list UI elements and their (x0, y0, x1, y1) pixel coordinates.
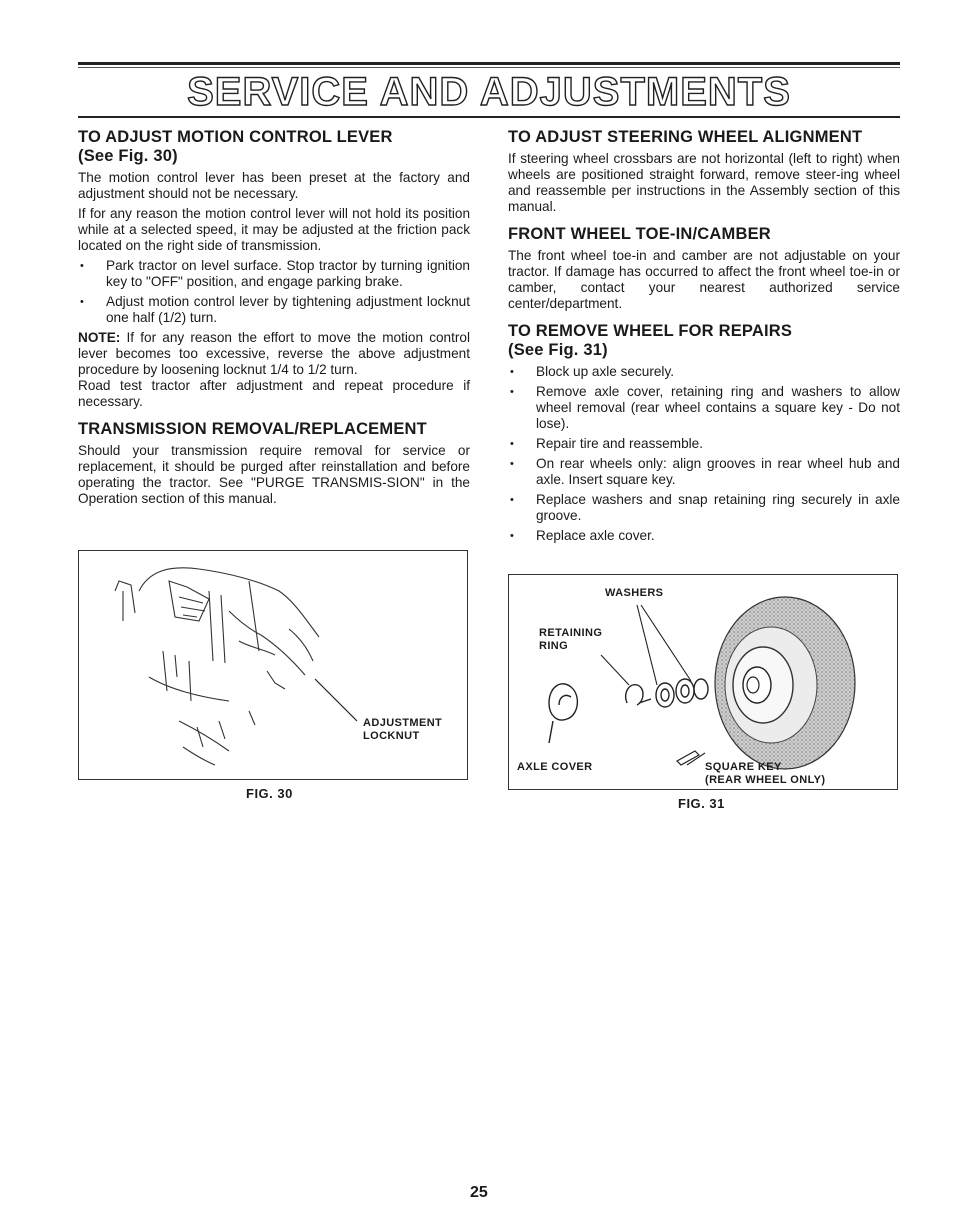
toein-heading: FRONT WHEEL TOE-IN/CAMBER (508, 225, 771, 243)
transmission-sketch (79, 551, 467, 779)
bullet-icon: • (510, 458, 514, 470)
page-title: SERVICE AND ADJUSTMENTS (187, 70, 791, 114)
bullet-icon: • (510, 386, 514, 398)
leader-line (315, 679, 357, 721)
toein-paragraph: The front wheel toe-in and camber are not adjustable on your tractor. If damage has occurred to affect the front wheel toe-in or camber, contact your nearest authorized service center/department. (508, 248, 900, 311)
remove-heading: TO REMOVE WHEEL FOR REPAIRS (508, 322, 793, 340)
page-number: 25 (470, 1184, 488, 1201)
figure-30 (78, 550, 468, 780)
list-item (508, 528, 900, 544)
axle-cover-label: AXLE COVER (517, 761, 593, 773)
retaining-ring-label (539, 627, 602, 653)
bullet-icon: • (510, 366, 514, 378)
steering-heading: TO ADJUST STEERING WHEEL ALIGNMENT (508, 128, 863, 146)
motion-note (78, 330, 470, 378)
label-line-1: RETAINING (539, 627, 603, 639)
tire-icon (715, 597, 855, 769)
wheel-diagram (509, 575, 897, 789)
bullet-icon: • (80, 260, 84, 272)
list-item-text: Remove axle cover, retaining ring and washers to allow wheel removal (rear wheel contains a square key - Do not lose). (536, 384, 900, 431)
list-item-text: Repair tire and reassemble. (536, 436, 703, 451)
remove-subheading: (See Fig. 31) (508, 341, 608, 359)
label-line-2: RING (539, 640, 569, 652)
motion-paragraph-1: The motion control lever has been preset at the factory and adjustment should not be necessary. (78, 170, 470, 201)
header-rule-top (78, 62, 900, 65)
list-item (508, 364, 900, 380)
list-item-text: Block up axle securely. (536, 364, 675, 379)
list-item-text: Adjust motion control lever by tightening adjustment locknut one half (1/2) turn. (106, 294, 470, 325)
list-item (78, 258, 470, 290)
transmission-paragraph: Should your transmission require removal for service or replacement, it should be purged after reinstallation and before operating the tractor. See "PURGE TRANSMIS-SION" in the Operation section of this manual. (78, 443, 470, 506)
axle-cover-icon (549, 684, 577, 743)
motion-subheading: (See Fig. 30) (78, 147, 178, 165)
figure-30-caption: FIG. 30 (246, 786, 293, 801)
motion-paragraph-2: If for any reason the motion control lever will not hold its position while at a selected speed, it may be adjusted at the friction pack located on the right side of transmission. (78, 206, 470, 253)
list-item (508, 456, 900, 488)
label-line-2: LOCKNUT (363, 730, 420, 742)
leader-lines (601, 605, 705, 765)
note-label: NOTE: (78, 330, 121, 345)
label-line-1: ADJUSTMENT (363, 717, 443, 729)
figure-31-caption: FIG. 31 (678, 796, 725, 811)
label-line-1: SQUARE KEY (705, 761, 782, 773)
bullet-icon: • (510, 438, 514, 450)
motion-steps (78, 258, 470, 326)
motion-paragraph-3: Road test tractor after adjustment and repeat procedure if necessary. (78, 378, 470, 409)
list-item-text: On rear wheels only: align grooves in rear wheel hub and axle. Insert square key. (536, 456, 900, 487)
washers-icon (656, 679, 708, 707)
figure-31 (508, 574, 898, 790)
washers-label: WASHERS (605, 587, 664, 599)
list-item-text: Park tractor on level surface. Stop tractor by turning ignition key to "OFF" position, and engage parking brake. (106, 258, 470, 289)
list-item (78, 294, 470, 326)
bullet-icon: • (510, 494, 514, 506)
adjustment-locknut-label (363, 717, 442, 743)
square-key-icon (677, 751, 699, 765)
steering-paragraph: If steering wheel crossbars are not horizontal (left to right) when wheels are positioned straight forward, remove steer-ing wheel and reassemble per instructions in the Assembly section of this manual. (508, 151, 900, 214)
transmission-heading: TRANSMISSION REMOVAL/REPLACEMENT (78, 420, 427, 438)
bullet-icon: • (510, 530, 514, 542)
list-item-text: Replace washers and snap retaining ring securely in axle groove. (536, 492, 900, 523)
remove-steps (508, 364, 900, 544)
right-column (508, 128, 900, 548)
list-item (508, 384, 900, 432)
left-column (78, 128, 470, 507)
bullet-icon: • (80, 296, 84, 308)
retaining-ring-icon (626, 685, 651, 705)
motion-heading: TO ADJUST MOTION CONTROL LEVER (78, 128, 393, 146)
list-item (508, 436, 900, 452)
note-text: If for any reason the effort to move the motion control lever becomes too excessive, reverse the above adjustment procedure by loosening locknut 1/4 to 1/2 turn. (78, 330, 470, 377)
square-key-label (705, 761, 825, 787)
list-item-text: Replace axle cover. (536, 528, 655, 543)
list-item (508, 492, 900, 524)
header-rule-bottom (78, 116, 900, 118)
label-line-2: (REAR WHEEL ONLY) (705, 774, 826, 786)
